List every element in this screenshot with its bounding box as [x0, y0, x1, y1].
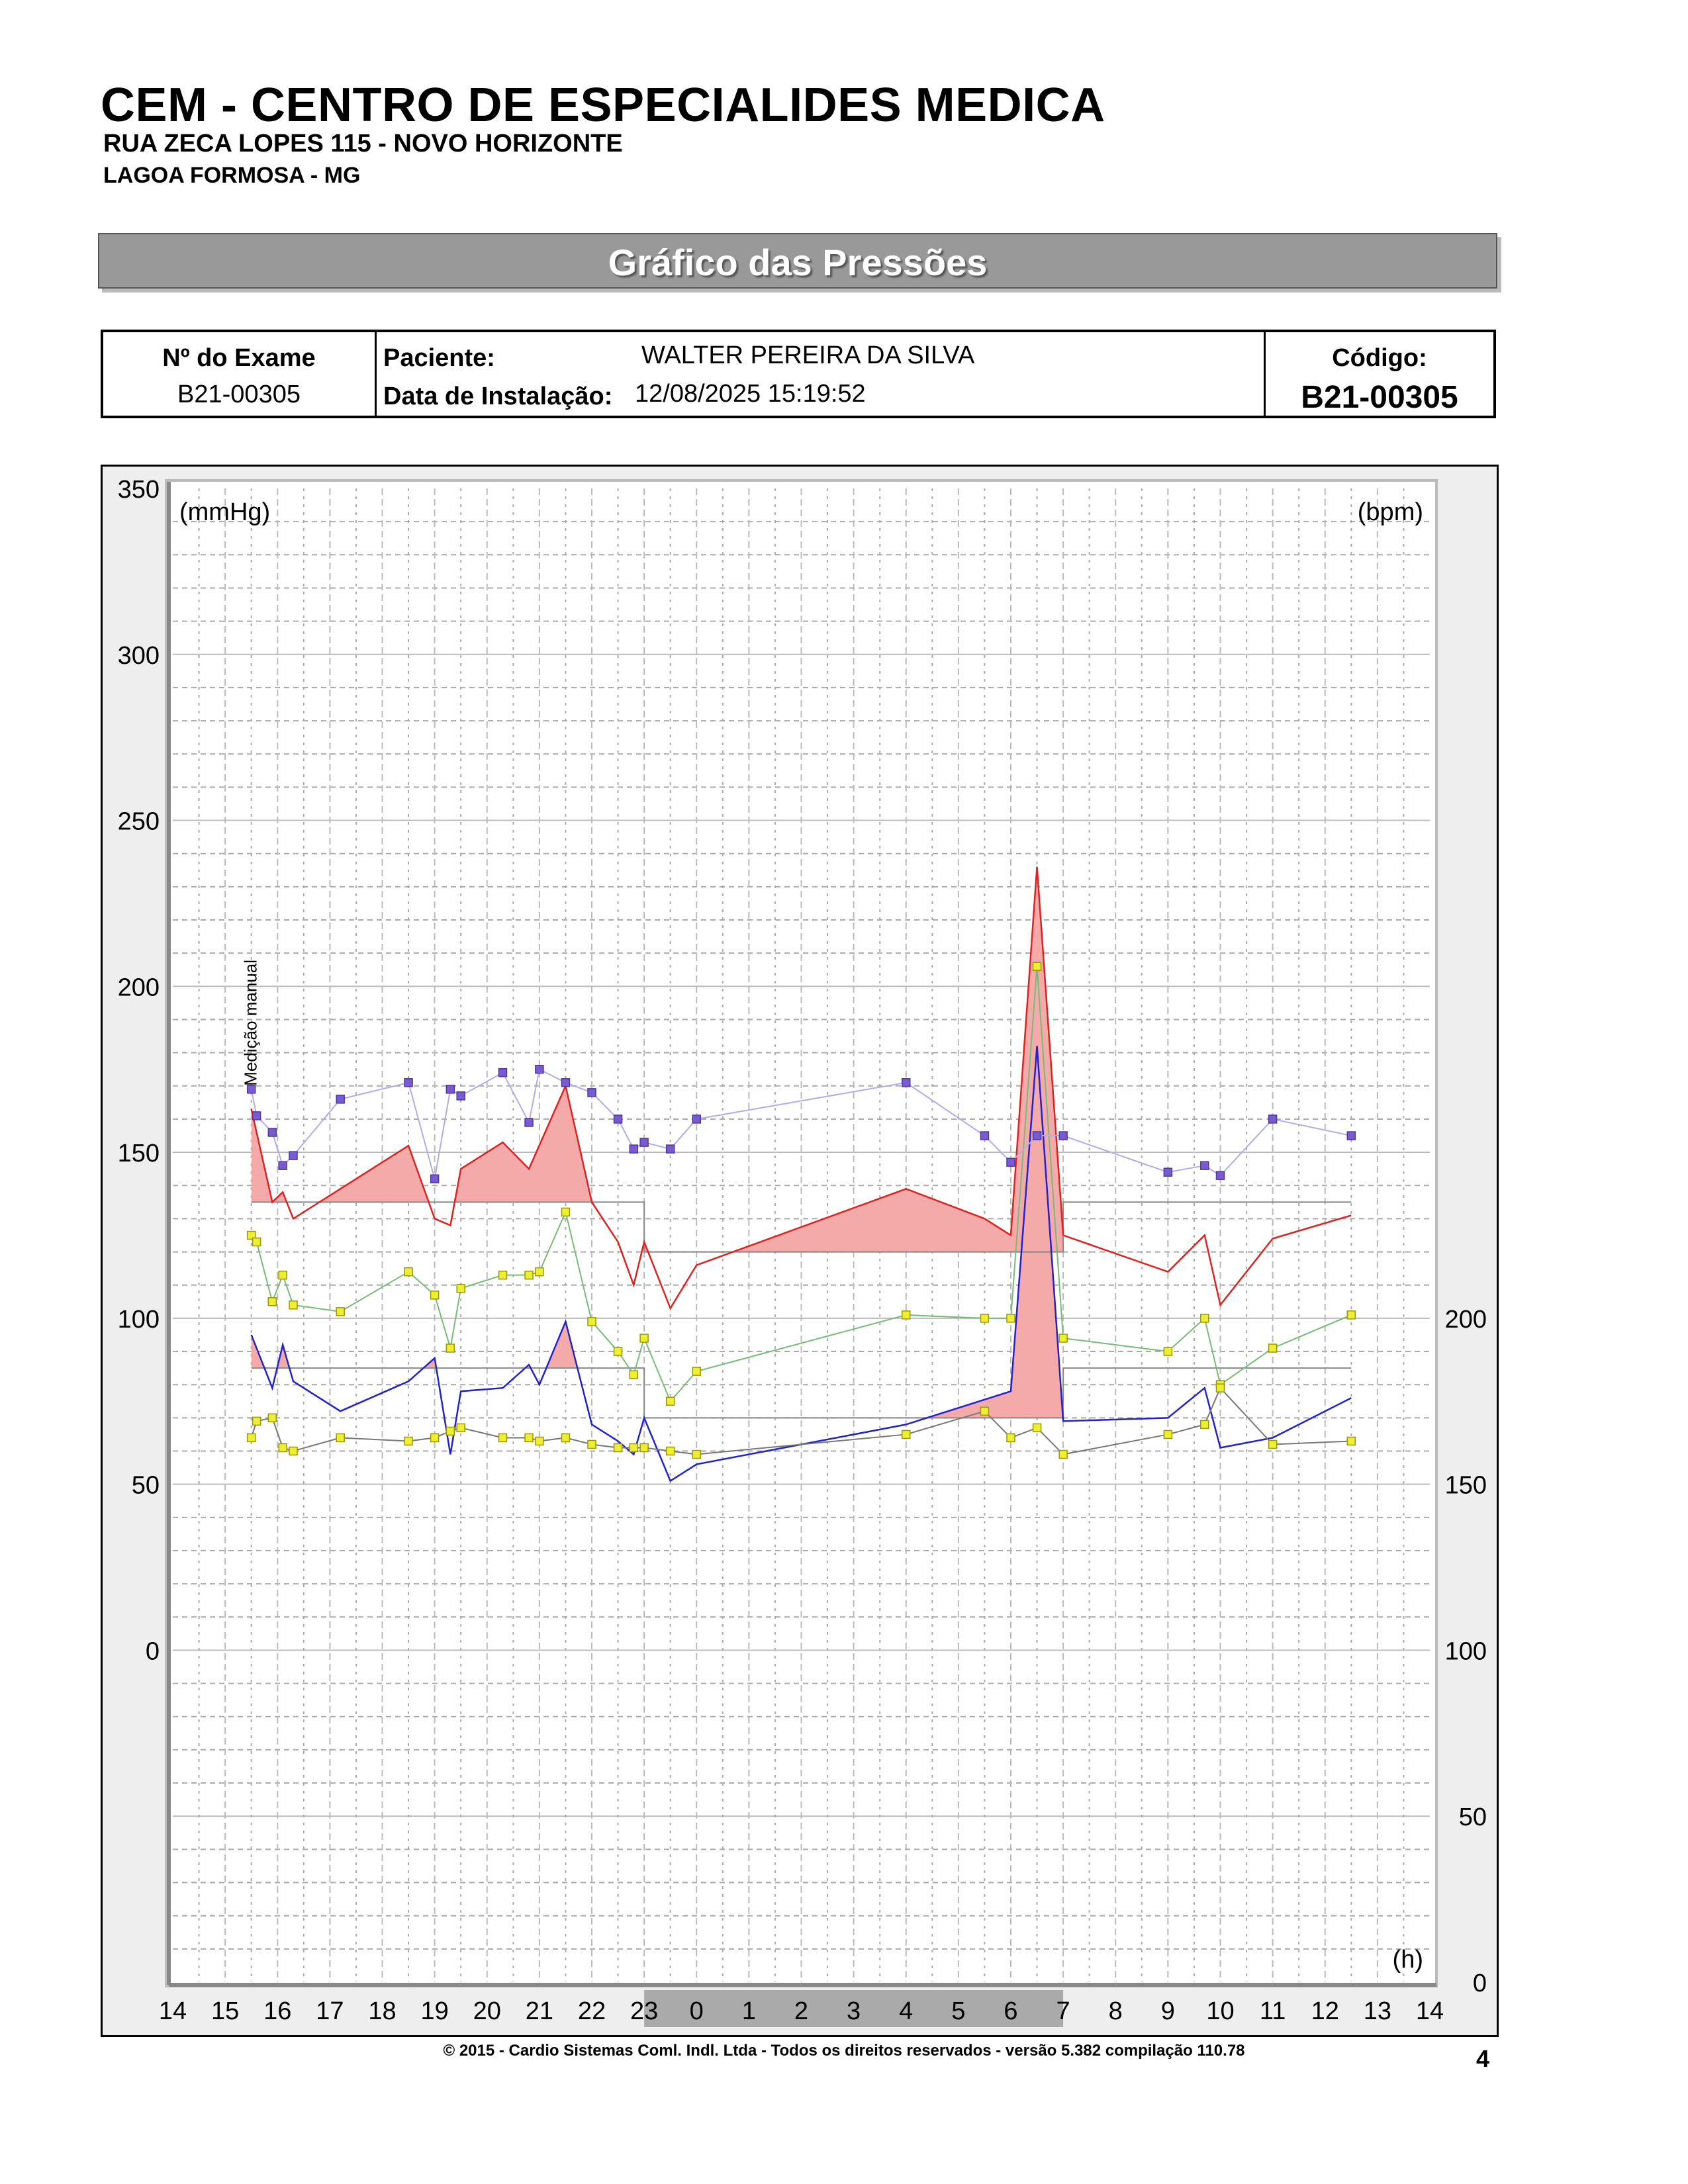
- manual-measurement-annotation: Medição manual: [240, 960, 261, 1086]
- section-banner: [98, 233, 1497, 289]
- heart-rate-marker-point: [1217, 1171, 1225, 1179]
- exam-info-table: [101, 330, 1496, 418]
- heart-rate-marker-point: [1201, 1161, 1209, 1169]
- heart-rate-marker-point: [640, 1138, 648, 1146]
- heart-rate-point: [1007, 1433, 1015, 1441]
- y-tick-label-left: 200: [117, 974, 160, 1002]
- x-tick-label: 1: [741, 1997, 756, 2025]
- mean-point: [536, 1268, 543, 1276]
- y-tick-label-right: 100: [1444, 1637, 1487, 1666]
- mean-point: [289, 1301, 297, 1309]
- x-tick-label: 22: [577, 1997, 606, 2025]
- heart-rate-point: [404, 1437, 412, 1445]
- x-tick-label: 7: [1056, 1997, 1070, 2025]
- x-tick-label: 10: [1206, 1997, 1235, 2025]
- x-tick-label: 18: [368, 1997, 397, 2025]
- heart-rate-marker-point: [536, 1066, 543, 1073]
- x-tick-label: 9: [1160, 1997, 1175, 2025]
- mean-point: [1269, 1344, 1277, 1352]
- heart-rate-point: [336, 1433, 344, 1441]
- x-tick-label: 11: [1259, 1997, 1286, 2025]
- heart-rate-point: [1164, 1430, 1172, 1438]
- heart-rate-point: [525, 1433, 533, 1441]
- mean-point: [667, 1397, 675, 1405]
- y-tick-label-left: 350: [117, 476, 160, 504]
- x-tick-label: 23: [630, 1997, 659, 2025]
- mean-point: [498, 1271, 506, 1279]
- mean-point: [446, 1344, 454, 1352]
- y-tick-label-right: 200: [1444, 1305, 1487, 1334]
- heart-rate-marker-point: [667, 1145, 675, 1153]
- heart-rate-point: [614, 1443, 622, 1451]
- x-tick-label: 0: [689, 1997, 704, 2025]
- clinic-city: LAGOA FORMOSA - MG: [103, 163, 361, 188]
- heart-rate-point: [446, 1427, 454, 1435]
- code-value: B21-00305: [1301, 380, 1458, 415]
- y-tick-label-right: 50: [1458, 1803, 1487, 1832]
- heart-rate-marker-point: [980, 1132, 988, 1140]
- mean-point: [561, 1208, 569, 1216]
- y-tick-label-left: 150: [117, 1140, 160, 1168]
- heart-rate-marker-point: [1007, 1158, 1015, 1166]
- heart-rate-marker-point: [1164, 1168, 1172, 1176]
- exam-number-label: Nº do Exame: [162, 344, 316, 372]
- heart-rate-marker-point: [630, 1145, 637, 1153]
- y-tick-label-left: 100: [117, 1305, 160, 1334]
- heart-rate-point: [498, 1433, 506, 1441]
- heart-rate-point: [536, 1437, 543, 1445]
- mean-point: [1347, 1311, 1355, 1319]
- y-axis-label-left: (mmHg): [179, 498, 271, 526]
- x-tick-label: 14: [1415, 1997, 1444, 2025]
- heart-rate-point: [248, 1433, 256, 1441]
- heart-rate-marker-point: [588, 1089, 596, 1097]
- x-tick-label: 16: [263, 1997, 292, 2025]
- heart-rate-point: [289, 1447, 297, 1455]
- heart-rate-point: [1347, 1437, 1355, 1445]
- chart-frame: [101, 465, 1499, 2037]
- x-tick-label: 13: [1363, 1997, 1392, 2025]
- heart-rate-point: [692, 1451, 700, 1459]
- mean-point: [253, 1238, 261, 1246]
- y-axis-label-right: (bpm): [1357, 498, 1423, 526]
- heart-rate-point: [667, 1447, 675, 1455]
- x-tick-label: 19: [420, 1997, 449, 2025]
- x-tick-label: 5: [951, 1997, 966, 2025]
- heart-rate-point: [902, 1430, 910, 1438]
- y-tick-label-left: 0: [145, 1637, 160, 1666]
- x-tick-label: 2: [794, 1997, 809, 2025]
- x-tick-label: 8: [1108, 1997, 1123, 2025]
- heart-rate-point: [1217, 1384, 1225, 1392]
- mean-point: [980, 1314, 988, 1322]
- heart-rate-point: [279, 1443, 287, 1451]
- x-axis-label: (h): [1392, 1946, 1423, 1974]
- x-tick-label: 6: [1004, 1997, 1018, 2025]
- x-tick-label: 21: [525, 1997, 554, 2025]
- heart-rate-marker-point: [336, 1095, 344, 1103]
- patient-label: Paciente:: [383, 344, 495, 372]
- x-tick-label: 4: [899, 1997, 914, 2025]
- x-tick-label: 20: [473, 1997, 501, 2025]
- mean-point: [902, 1311, 910, 1319]
- mean-point: [431, 1291, 439, 1299]
- heart-rate-point: [1201, 1420, 1209, 1428]
- heart-rate-marker-point: [1347, 1132, 1355, 1140]
- x-tick-label: 12: [1311, 1997, 1339, 2025]
- x-tick-label: 14: [158, 1997, 187, 2025]
- mean-point: [404, 1268, 412, 1276]
- mean-point: [1007, 1314, 1015, 1322]
- heart-rate-marker-point: [253, 1112, 261, 1120]
- heart-rate-marker-point: [1269, 1115, 1277, 1123]
- x-tick-label: 15: [211, 1997, 240, 2025]
- heart-rate-marker-point: [431, 1175, 439, 1183]
- heart-rate-marker-point: [561, 1079, 569, 1087]
- heart-rate-point: [431, 1433, 439, 1441]
- heart-rate-marker-point: [692, 1115, 700, 1123]
- heart-rate-point: [268, 1414, 276, 1422]
- y-tick-label-left: 300: [117, 641, 160, 670]
- y-tick-label-left: 50: [131, 1471, 160, 1500]
- heart-rate-point: [630, 1443, 637, 1451]
- install-date-value: 12/08/2025 15:19:52: [635, 380, 866, 408]
- mean-point: [1201, 1314, 1209, 1322]
- y-tick-label-right: 0: [1472, 1970, 1487, 1997]
- patient-name: WALTER PEREIRA DA SILVA: [641, 341, 975, 369]
- y-tick-label-right: 150: [1444, 1471, 1487, 1500]
- clinic-address: RUA ZECA LOPES 115 - NOVO HORIZONTE: [103, 130, 623, 158]
- heart-rate-point: [253, 1417, 261, 1425]
- heart-rate-marker-point: [902, 1079, 910, 1087]
- mean-point: [614, 1347, 622, 1355]
- mean-point: [279, 1271, 287, 1279]
- install-date-label: Data de Instalação:: [383, 383, 613, 410]
- heart-rate-marker-point: [268, 1128, 276, 1136]
- mean-point: [457, 1285, 465, 1293]
- pressure-chart: [103, 467, 1497, 2035]
- heart-rate-point: [640, 1443, 648, 1451]
- heart-rate-point: [561, 1433, 569, 1441]
- page-number: 4: [1476, 2045, 1490, 2072]
- footer-copyright: © 2015 - Cardio Sistemas Coml. Indl. Ltda - Todos os direitos reservados - versão 5.382 compilação 110.78: [443, 2042, 1245, 2060]
- heart-rate-point: [457, 1424, 465, 1432]
- heart-rate-point: [1059, 1451, 1067, 1459]
- heart-rate-marker-point: [525, 1118, 533, 1126]
- mean-point: [630, 1371, 637, 1379]
- heart-rate-point: [1033, 1424, 1041, 1432]
- heart-rate-point: [1269, 1440, 1277, 1448]
- heart-rate-marker-point: [279, 1161, 287, 1169]
- exam-number-value: B21-00305: [177, 381, 301, 408]
- mean-point: [525, 1271, 533, 1279]
- mean-point: [1033, 962, 1041, 970]
- heart-rate-point: [980, 1407, 988, 1415]
- x-tick-label: 17: [316, 1997, 344, 2025]
- mean-point: [336, 1308, 344, 1316]
- mean-point: [692, 1367, 700, 1375]
- heart-rate-marker-point: [498, 1069, 506, 1077]
- clinic-title: CEM - CENTRO DE ESPECIALIDES MEDICA: [101, 79, 1105, 132]
- mean-point: [1059, 1334, 1067, 1342]
- mean-point: [588, 1318, 596, 1326]
- y-tick-label-left: 250: [117, 807, 160, 836]
- code-label: Código:: [1332, 344, 1427, 372]
- heart-rate-marker-point: [446, 1085, 454, 1093]
- heart-rate-marker-point: [457, 1092, 465, 1100]
- heart-rate-marker-point: [289, 1152, 297, 1160]
- heart-rate-point: [588, 1440, 596, 1448]
- heart-rate-marker-point: [1059, 1132, 1067, 1140]
- heart-rate-marker-point: [614, 1115, 622, 1123]
- heart-rate-marker-point: [1033, 1132, 1041, 1140]
- mean-point: [268, 1298, 276, 1306]
- mean-point: [1164, 1347, 1172, 1355]
- heart-rate-marker-point: [404, 1079, 412, 1087]
- mean-point: [640, 1334, 648, 1342]
- x-tick-label: 3: [847, 1997, 861, 2025]
- section-title: Gráfico das Pressões: [608, 242, 988, 283]
